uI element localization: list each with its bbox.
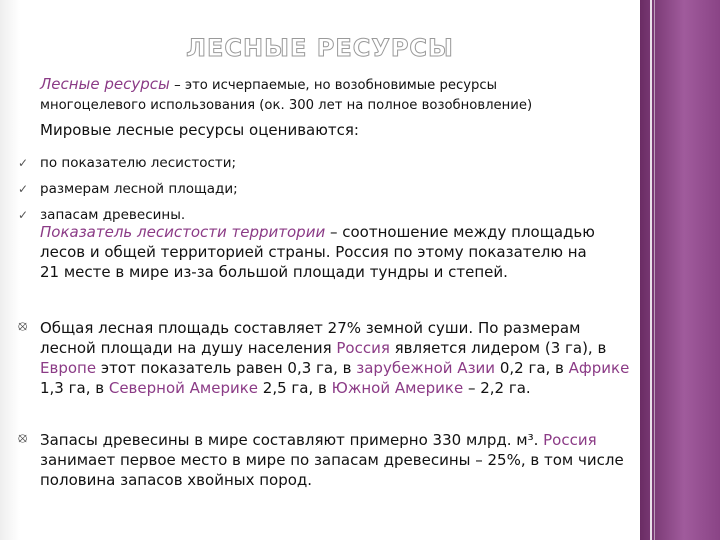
- highlight-south-america: Южной Америке: [331, 379, 464, 397]
- criteria-text: по показателю лесистости;: [40, 155, 237, 171]
- definition-paragraph: [40, 74, 600, 116]
- area-text: 2,5 га, в: [258, 379, 332, 397]
- criteria-text: запасам древесины.: [40, 207, 186, 223]
- slide-title: ЛЕСНЫЕ РЕСУРСЫ: [186, 34, 454, 62]
- sidebar-divider-line: [650, 0, 652, 540]
- left-edge-shade: [0, 0, 20, 540]
- forest-cover-text: – соотношение между площадью лесов и общей территорией страны. Россия по этому показателю на 21 месте в мире из-за большой площади тундры и степей.: [40, 223, 595, 281]
- forest-cover-paragraph: [40, 222, 610, 282]
- list-item: [18, 150, 238, 176]
- checkmark-icon: ✓: [18, 156, 29, 170]
- area-text: этот показатель равен 0,3 га, в: [96, 359, 357, 377]
- definition-line2: многоцелевого использования (ок. 300 лет на полное возобновление): [40, 98, 533, 113]
- timber-paragraph: [40, 430, 630, 490]
- timber-text: занимает первое место в мире по запасам древесины – 25%, в том числе половина запасов хвойных пород.: [40, 451, 624, 489]
- highlight-north-america: Северной Америке: [108, 379, 259, 397]
- checkmark-icon: ✓: [18, 182, 29, 196]
- criteria-list: [18, 150, 238, 228]
- definition-term: Лесные ресурсы: [40, 75, 170, 93]
- highlight-africa: Африке: [568, 359, 630, 377]
- area-text: 1,3 га, в: [40, 379, 109, 397]
- list-item: [18, 176, 238, 202]
- highlight-europe: Европе: [40, 359, 97, 377]
- definition-text: – это исчерпаемые, но возобновимые ресурсы: [169, 78, 498, 93]
- area-paragraph: [40, 318, 630, 398]
- area-text: 0,2 га, в: [495, 359, 569, 377]
- highlight-russia: Россия: [543, 431, 597, 449]
- highlight-russia: Россия: [336, 339, 390, 357]
- evaluation-heading: Мировые лесные ресурсы оцениваются:: [40, 121, 359, 139]
- checkmark-icon: ✓: [18, 208, 29, 222]
- highlight-asia: зарубежной Азии: [356, 359, 496, 377]
- circle-bullet-icon: ⦻: [18, 318, 28, 334]
- area-text: – 2,2 га.: [463, 379, 531, 397]
- timber-text: Запасы древесины в мире составляют примерно 330 млрд. м³.: [40, 431, 544, 449]
- circle-bullet-icon: ⦻: [18, 430, 28, 446]
- area-text: Общая лесная площадь составляет 27% земной суши. По размерам лесной площади на душу населения: [40, 319, 581, 357]
- forest-cover-term: Показатель лесистости территории: [40, 223, 326, 241]
- decorative-sidebar: [640, 0, 720, 540]
- criteria-text: размерам лесной площади;: [40, 181, 238, 197]
- area-text: является лидером (3 га), в: [389, 339, 607, 357]
- sidebar-divider-line-thin: [654, 0, 655, 540]
